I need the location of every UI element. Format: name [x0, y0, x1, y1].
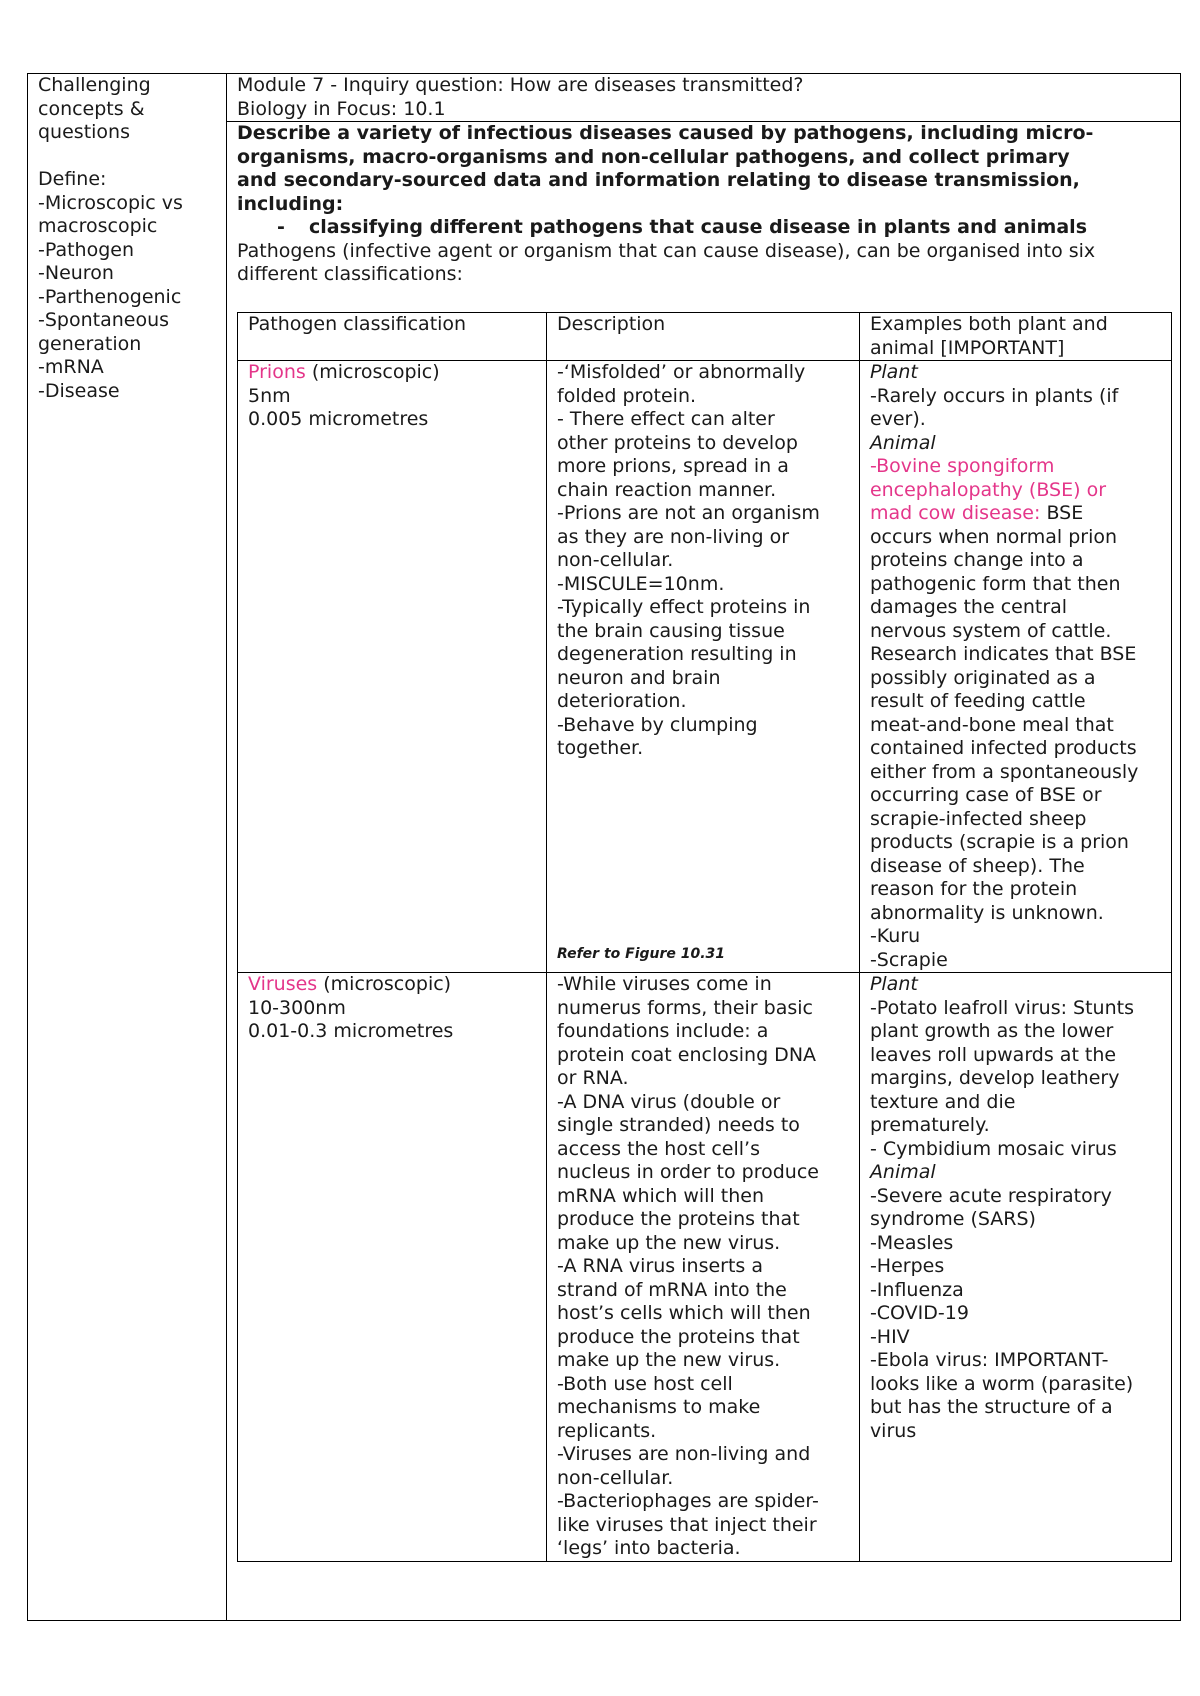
viruses-scale: (microscopic) — [317, 973, 452, 995]
outcome-line: and secondary-sourced data and information relating to disease transmission, — [237, 169, 1080, 191]
bullet-item — [237, 216, 1170, 240]
viruses-examples-cell — [859, 973, 1171, 1562]
description-line: or RNA. — [557, 1067, 629, 1089]
animal-example-line: -COVID-19 — [869, 1302, 969, 1324]
description-line: -A RNA virus inserts a — [557, 1255, 763, 1277]
challenging-concepts-column — [28, 74, 227, 1620]
concept-line: -Neuron — [38, 262, 114, 284]
plant-example-line: -Potato leafroll virus: Stunts — [869, 996, 1134, 1019]
animal-example-line: but has the structure of a — [869, 1396, 1113, 1418]
description-line: like viruses that inject their — [557, 1513, 817, 1536]
description-line: other proteins to develop — [557, 431, 798, 454]
animal-example-line: nervous system of cattle. — [869, 619, 1112, 642]
plant-example-line: texture and die — [869, 1090, 1016, 1113]
description-line: -Typically effect proteins in — [557, 596, 811, 618]
description-line: degeneration resulting in — [557, 643, 797, 665]
column-header: Examples both plant and — [869, 313, 1108, 335]
concept-line: Challenging — [38, 74, 151, 96]
plant-example-line: plant growth as the lower — [869, 1020, 1114, 1042]
animal-example-line: -Severe acute respiratory — [869, 1184, 1112, 1207]
description-line: mechanisms to make — [557, 1396, 761, 1418]
description-line: -A DNA virus (double or — [557, 1090, 781, 1113]
description-line: deterioration. — [557, 690, 687, 712]
bullet-symbol: - — [277, 216, 285, 238]
animal-heading: Animal — [869, 431, 936, 454]
concept-line: -mRNA — [38, 356, 104, 378]
description-line: ‘legs’ into bacteria. — [557, 1537, 741, 1559]
description-line: strand of mRNA into the — [557, 1278, 787, 1301]
description-line: folded protein. — [557, 384, 697, 407]
description-line: foundations include: a — [557, 1020, 769, 1042]
size-line: 5nm — [248, 384, 291, 407]
plant-example-line: - Cymbidium mosaic virus — [869, 1137, 1117, 1160]
animal-example-line: proteins change into a — [869, 549, 1084, 571]
animal-example-line: meat-and-bone meal that — [869, 713, 1114, 736]
pathogen-table — [237, 312, 1172, 1562]
prions-scale: (microscopic) — [305, 361, 440, 383]
animal-example-line: looks like a worm (parasite) — [869, 1372, 1134, 1395]
description-line: -MISCULE=10nm. — [557, 572, 725, 595]
description-line: -Viruses are non-living and — [557, 1443, 811, 1465]
viruses-name: Viruses — [248, 973, 318, 995]
description-line: the brain causing tissue — [557, 619, 785, 642]
size-line: 0.005 micrometres — [248, 408, 429, 430]
animal-example-line: Research indicates that BSE — [869, 643, 1137, 665]
animal-example-line: occurs when normal prion — [869, 525, 1118, 548]
description-line: -Prions are not an organism — [557, 502, 820, 524]
description-line: produce the proteins that — [557, 1325, 800, 1348]
concept-line: -Pathogen — [38, 238, 135, 261]
description-line: mRNA which will then — [557, 1184, 764, 1207]
description-line: protein coat enclosing DNA — [557, 1043, 817, 1066]
textbook-reference: Biology in Focus: 10.1 — [237, 97, 446, 120]
main-content-column — [227, 74, 1180, 1620]
description-line: more prions, spread in a — [557, 455, 789, 477]
animal-example-line: either from a spontaneously — [869, 760, 1139, 783]
module-title: Module 7 - Inquiry question: How are diseases transmitted? — [237, 74, 804, 96]
outer-table — [27, 73, 1181, 1621]
description-line: -Behave by clumping — [557, 713, 758, 736]
animal-example-line: pathogenic form that then — [869, 572, 1121, 595]
animal-example-line: -Scrapie — [869, 948, 948, 971]
description-line: - There effect can alter — [557, 408, 775, 430]
description-line: -Both use host cell — [557, 1372, 733, 1395]
animal-example-line: occurring case of BSE or — [869, 784, 1102, 806]
prions-examples-cell — [859, 361, 1171, 973]
animal-heading: Animal — [869, 1161, 936, 1183]
syllabus-intro — [227, 122, 1180, 287]
column-header: animal [IMPORTANT] — [869, 336, 1065, 359]
description-line: together. — [557, 737, 644, 759]
animal-example-line: -Ebola virus: IMPORTANT- — [869, 1349, 1109, 1371]
size-line: 10-300nm — [248, 996, 346, 1019]
description-line: non-cellular. — [557, 549, 674, 571]
concept-line: concepts & — [38, 97, 145, 120]
header-cell — [238, 313, 547, 361]
concept-line: -Microscopic vs — [38, 191, 183, 214]
viruses-name-line — [248, 973, 536, 997]
animal-example-line: result of feeding cattle — [869, 690, 1086, 712]
plant-example-line: prematurely. — [869, 1114, 990, 1136]
description-line: replicants. — [557, 1419, 657, 1442]
outcome-line: Describe a variety of infectious diseases caused by pathogens, including micro- — [237, 122, 1094, 144]
animal-example-line: virus — [869, 1419, 917, 1442]
table-row-prions — [238, 361, 1172, 973]
concept-line: questions — [38, 121, 130, 143]
intro-line: different classifications: — [237, 263, 463, 285]
plant-example-line: -Rarely occurs in plants (if — [869, 384, 1119, 407]
plant-example-line: margins, develop leathery — [869, 1067, 1120, 1089]
syllabus-dot-point — [237, 122, 1170, 216]
description-line: non-cellular. — [557, 1466, 674, 1489]
animal-example-line: products (scrapie is a prion — [869, 831, 1129, 853]
prions-name-line — [248, 361, 536, 385]
header-cell — [859, 313, 1171, 361]
description-line: -Bacteriophages are spider- — [557, 1490, 819, 1512]
plant-heading: Plant — [869, 361, 918, 383]
header-cell — [547, 313, 860, 361]
concept-line: macroscopic — [38, 215, 158, 237]
description-line: make up the new virus. — [557, 1349, 781, 1371]
concept-line — [38, 145, 226, 169]
description-line: host’s cells which will then — [557, 1302, 811, 1324]
description-line: as they are non-living or — [557, 525, 790, 548]
prions-name: Prions — [248, 361, 306, 383]
animal-example-line: possibly originated as a — [869, 666, 1096, 689]
description-line: nucleus in order to produce — [557, 1161, 819, 1183]
animal-example-line: -Measles — [869, 1231, 954, 1254]
intro-line: Pathogens (infective agent or organism that can cause disease), can be organised into six — [237, 239, 1096, 262]
animal-example-line: disease of sheep). The — [869, 854, 1085, 877]
bullet-text: classifying different pathogens that cause disease in plants and animals — [309, 216, 1087, 238]
viruses-description-cell — [547, 973, 860, 1562]
module-header — [227, 74, 1180, 122]
column-header: Description — [557, 313, 666, 335]
animal-example-line: -Influenza — [869, 1278, 964, 1301]
description-line: make up the new virus. — [557, 1231, 781, 1254]
animal-example-line: damages the central — [869, 596, 1068, 618]
description-line: single stranded) needs to — [557, 1114, 800, 1136]
description-line: numerus forms, their basic — [557, 996, 813, 1019]
intro-paragraph — [237, 240, 1170, 287]
figure-reference: Refer to Figure 10.31 — [557, 945, 726, 962]
prions-classification-cell — [238, 361, 547, 973]
plant-example-line: ever). — [869, 408, 926, 430]
animal-example-line: -HIV — [869, 1325, 910, 1348]
column-header: Pathogen classification — [248, 313, 467, 335]
animal-example-line: -Herpes — [869, 1255, 945, 1277]
bse-line — [870, 502, 1161, 526]
viruses-classification-cell — [238, 973, 547, 1562]
size-line: 0.01-0.3 micrometres — [248, 1020, 454, 1042]
prions-description-cell — [547, 361, 860, 973]
concept-line: Define: — [38, 168, 107, 190]
concept-line: generation — [38, 332, 142, 355]
animal-example-line: scrapie-infected sheep — [869, 807, 1087, 830]
description-line: chain reaction manner. — [557, 478, 777, 501]
bse-text: BSE — [1040, 502, 1084, 524]
plant-example-line: leaves roll upwards at the — [869, 1043, 1117, 1066]
bse-term: -Bovine spongiform — [869, 455, 1055, 477]
description-line: produce the proteins that — [557, 1208, 800, 1230]
animal-example-line: reason for the protein — [869, 878, 1078, 900]
bse-line — [870, 479, 1161, 503]
plant-heading: Plant — [869, 973, 918, 995]
table-header-row — [238, 313, 1172, 361]
description-line: -While viruses come in — [557, 973, 772, 995]
animal-example-line: -Kuru — [869, 925, 921, 947]
animal-example-line: abnormality is unknown. — [869, 901, 1104, 924]
animal-example-line: syndrome (SARS) — [869, 1208, 1036, 1230]
concept-line: -Parthenogenic — [38, 285, 182, 308]
description-line: access the host cell’s — [557, 1137, 760, 1160]
bse-term: encephalopathy (BSE) or — [869, 478, 1106, 501]
concept-line: -Spontaneous — [38, 309, 170, 331]
bse-line — [870, 455, 1161, 479]
table-row-viruses — [238, 973, 1172, 1562]
outcome-line: organisms, macro-organisms and non-cellular pathogens, and collect primary — [237, 145, 1070, 168]
animal-example-line: contained infected products — [869, 737, 1137, 759]
bse-term: mad cow disease: — [869, 502, 1041, 524]
description-line: neuron and brain — [557, 666, 721, 689]
description-line: -‘Misfolded’ or abnormally — [557, 361, 806, 383]
concept-line: -Disease — [38, 379, 120, 402]
outcome-line: including: — [237, 192, 344, 215]
